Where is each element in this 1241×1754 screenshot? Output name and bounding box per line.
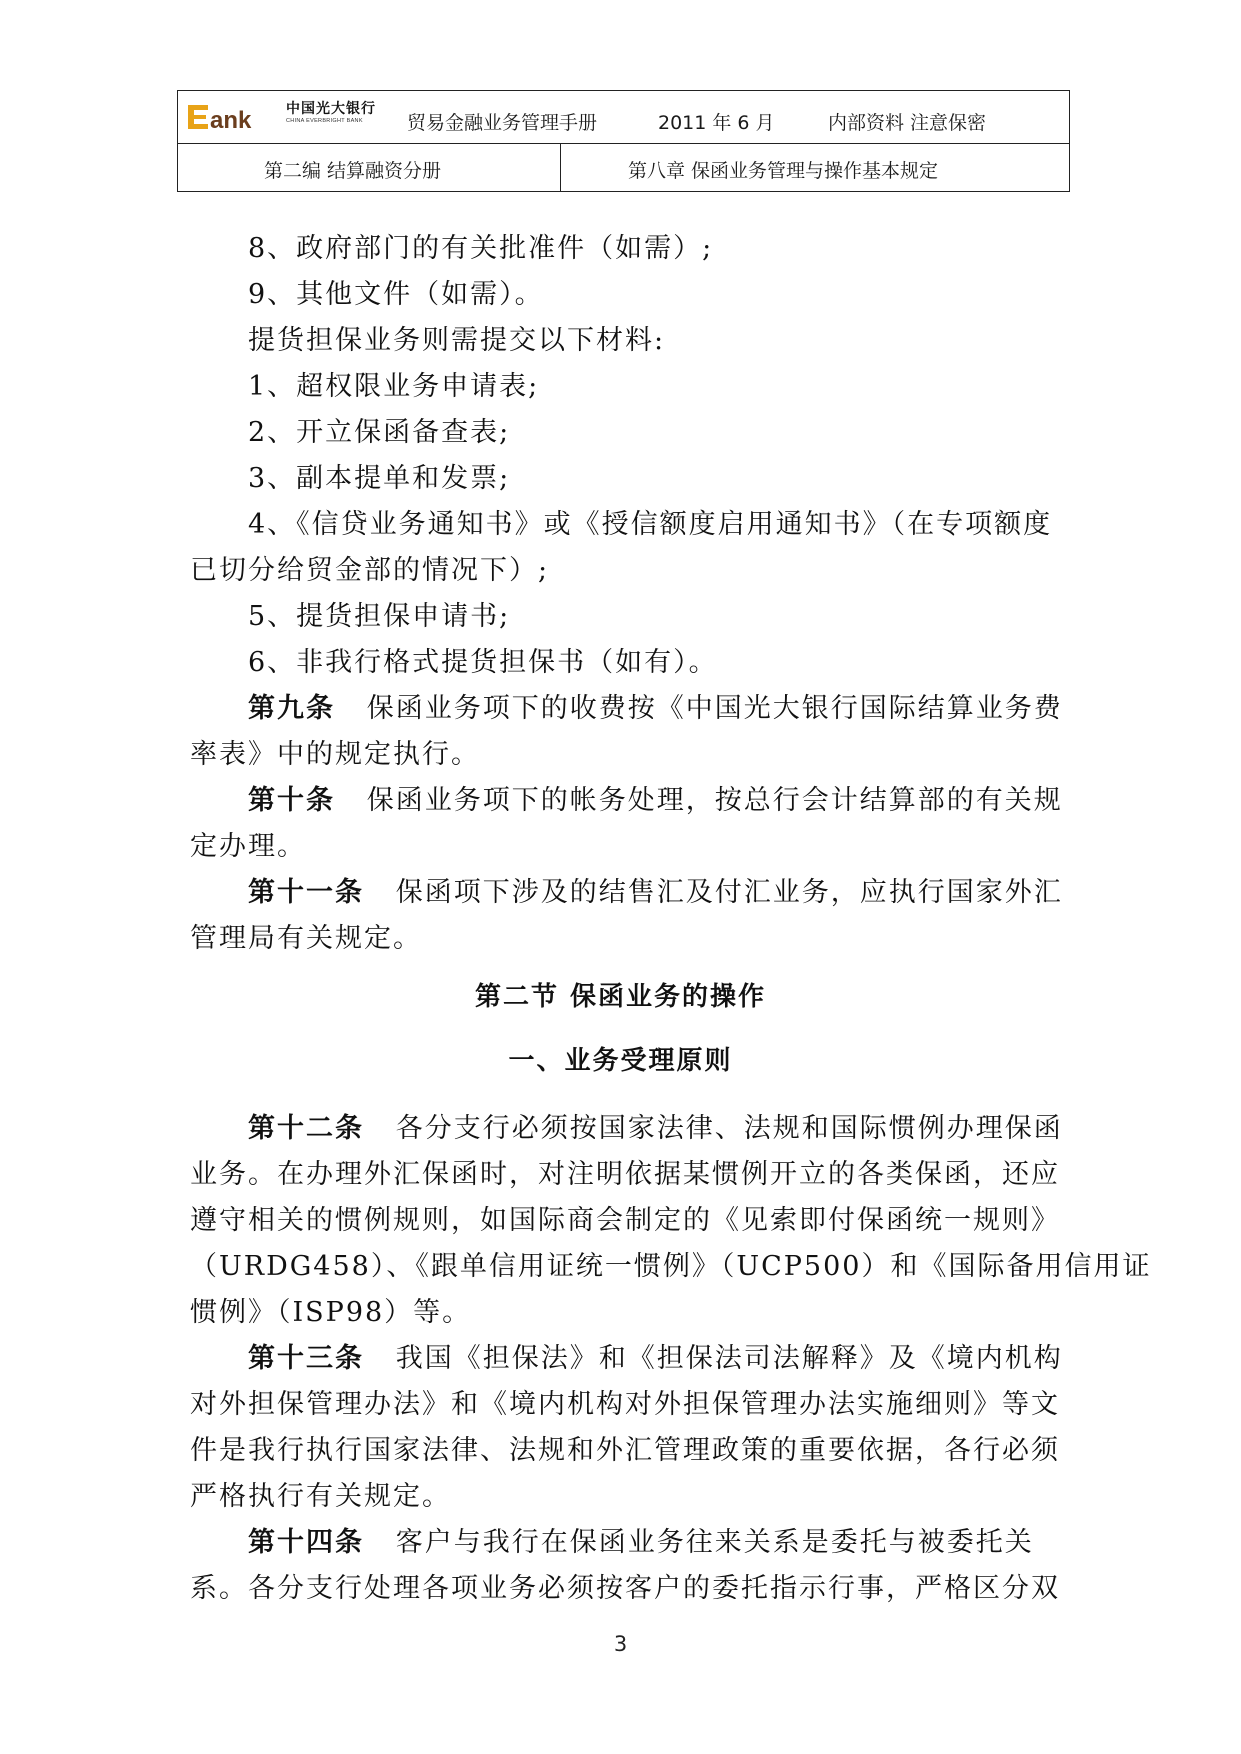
list-item: 6、非我行格式提货担保书（如有）。 (248, 647, 718, 678)
article-13 (248, 1336, 1063, 1375)
list-item: 4、《信贷业务通知书》或《授信额度启用通知书》（在专项额度 (248, 509, 1053, 540)
section-heading: 第二节 保函业务的操作 (474, 982, 767, 1012)
page-header (177, 90, 1070, 192)
confidential-notice: 内部资料 注意保密 (828, 112, 987, 134)
manual-date: 2011 年 6 月 (658, 112, 775, 134)
list-item: 8、政府部门的有关批准件（如需）; (248, 233, 714, 264)
bank-name (286, 101, 396, 125)
article-9 (248, 686, 1063, 725)
article-text: 保函业务项下的收费按《中国光大银行国际结算业务费 (366, 693, 1063, 724)
article-14 (248, 1520, 1034, 1559)
paragraph-line: 惯例》（ISP98）等。 (190, 1297, 472, 1328)
paragraph-line: 管理局有关规定。 (190, 923, 422, 954)
article-text: 各分支行必须按国家法律、法规和国际惯例办理保函 (395, 1113, 1063, 1144)
bank-logo-icon (186, 99, 286, 135)
bank-name-cn: 中国光大银行 (286, 101, 376, 117)
article-label: 第十三条 (248, 1343, 364, 1374)
list-item: 5、提货担保申请书; (248, 601, 511, 632)
list-item: 2、开立保函备查表; (248, 417, 511, 448)
paragraph-line: 定办理。 (190, 831, 306, 862)
article-label: 第十二条 (248, 1113, 364, 1144)
article-label: 第十条 (248, 785, 335, 816)
article-label: 第十一条 (248, 877, 364, 908)
article-text: 保函业务项下的帐务处理，按总行会计结算部的有关规 (366, 785, 1063, 816)
paragraph-line: （URDG458）、《跟单信用证统一惯例》（UCP500）和《国际备用信用证 (190, 1251, 1152, 1282)
bank-name-en: CHINA EVERBRIGHT BANK (286, 118, 363, 124)
page-number: 3 (613, 1632, 628, 1656)
article-text: 客户与我行在保函业务往来关系是委托与被委托关 (395, 1527, 1034, 1558)
list-item: 1、超权限业务申请表; (248, 371, 540, 402)
subsection-heading: 一、业务受理原则 (508, 1046, 733, 1076)
paragraph-line: 率表》中的规定执行。 (190, 739, 480, 770)
paragraph-line: 对外担保管理办法》和《境内机构对外担保管理办法实施细则》等文 (190, 1389, 1060, 1420)
article-10 (248, 778, 1063, 817)
article-text: 保函项下涉及的结售汇及付汇业务，应执行国家外汇 (395, 877, 1063, 908)
header-bottom-row (178, 143, 1069, 191)
article-label: 第十四条 (248, 1527, 364, 1558)
article-12 (248, 1106, 1063, 1145)
article-text: 我国《担保法》和《担保法司法解释》及《境内机构 (395, 1343, 1063, 1374)
paragraph-line: 系。各分支行处理各项业务必须按客户的委托指示行事，严格区分双 (190, 1573, 1060, 1604)
article-11 (248, 870, 1063, 909)
svg-text:ank: ank (210, 107, 252, 134)
list-item: 3、副本提单和发票; (248, 463, 511, 494)
article-label: 第九条 (248, 693, 335, 724)
paragraph-line: 提货担保业务则需提交以下材料: (248, 325, 666, 356)
header-top-row (178, 91, 1069, 144)
section-left: 第二编 结算融资分册 (264, 160, 442, 182)
paragraph-line: 件是我行执行国家法律、法规和外汇管理政策的重要依据，各行必须 (190, 1435, 1060, 1466)
paragraph-line: 已切分给贸金部的情况下）; (190, 555, 550, 586)
section-right: 第八章 保函业务管理与操作基本规定 (628, 160, 939, 182)
manual-title: 贸易金融业务管理手册 (407, 112, 598, 134)
paragraph-line: 业务。在办理外汇保函时，对注明依据某惯例开立的各类保函，还应 (190, 1159, 1060, 1190)
paragraph-line: 严格执行有关规定。 (190, 1481, 451, 1512)
header-divider (560, 143, 561, 191)
paragraph-line: 遵守相关的惯例规则，如国际商会制定的《见索即付保函统一规则》 (190, 1205, 1060, 1236)
list-item: 9、其他文件（如需）。 (248, 279, 544, 310)
